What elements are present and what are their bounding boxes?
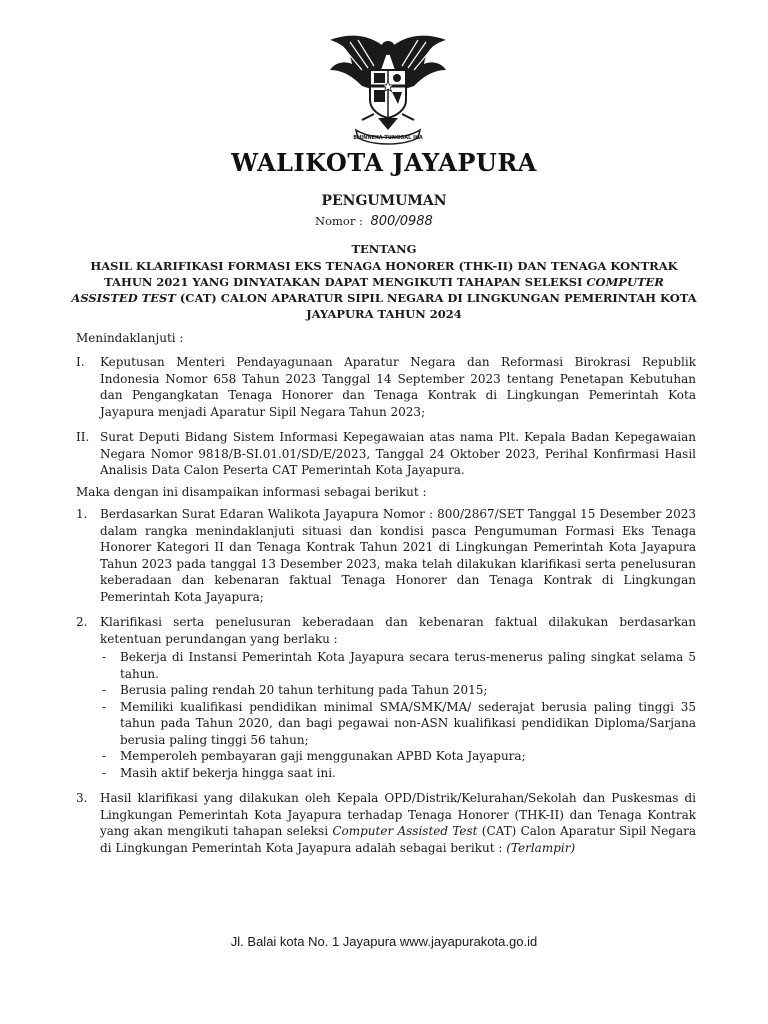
announcement-heading: PENGUMUMAN bbox=[321, 193, 447, 209]
criteria-item: - Berusia paling rendah 20 tahun terhitung pada Tahun 2015; bbox=[102, 683, 488, 697]
document-number bbox=[315, 214, 433, 229]
footer-address: Jl. Balai kota No. 1 Jayapura www.jayapurakota.go.id bbox=[230, 934, 538, 949]
page-title: WALIKOTA JAYAPURA bbox=[231, 148, 537, 177]
information-list bbox=[76, 506, 696, 865]
criteria-item: - Memiliki kualifikasi pendidikan minimal SMA/SMK/MA/ sederajat berusia paling tinggi 35 tahun pada Tahun 2020, dan bagi pegawai non-ASN kualifikasi pendidikan Diploma/Sarjana berusia paling tinggi 56 tahun; bbox=[102, 699, 696, 747]
announcement-subject: HASIL KLARIFIKASI FORMASI EKS TENAGA HONORER (THK-II) DAN TENAGA KONTRAK TAHUN 2021 YANG DINYATAKAN DAPAT MENGIKUTI TAHAPAN SELEKSI COMPUTER ASSISTED TEST (CAT) CALON APARATUR SIPIL NEGARA DI LINGKUNGAN PEMERINTAH KOTA JAYAPURA TAHUN 2024 bbox=[71, 259, 697, 321]
criteria-item: - Masih aktif bekerja hingga saat ini. bbox=[102, 765, 336, 780]
information-item-2: 2. Klarifikasi serta penelusuran keberadaan dan kebenaran faktual dilakukan berdasarkan ketentuan perundangan yang berlaku : - Bekerja di Instansi Pemerintah Kota Jayapura secara terus-menerus paling singkat selama 5 tahun. - Berusia paling rendah 20 tahun terhitung pada Tahun 2015; - Memiliki kualifikasi pendidikan minimal SMA/SMK/MA/ sederajat berusia paling tinggi 35 tahun pada Tahun 2020, dan bagi pegawai non-ASN kualifikasi pendidikan Diploma/Sarjana berusia paling tinggi 56 tahun; - Memperoleh pembayaran gaji menggunakan APBD Kota Jayapura; - Masih aktif bekerja hingga saat ini. bbox=[76, 615, 696, 780]
nomor-label: Nomor : bbox=[315, 214, 363, 228]
info-intro: Maka dengan ini disampaikan informasi sebagai berikut : bbox=[76, 485, 427, 499]
tentang-heading: TENTANG bbox=[351, 242, 417, 256]
intro-text: Menindaklanjuti : bbox=[76, 331, 184, 345]
information-item-1: 1. Berdasarkan Surat Edaran Walikota Jayapura Nomor : 800/2867/SET Tanggal 15 Desember 2023 dalam rangka menindaklanjuti situasi dan kondisi pasca Pengumuman Formasi Eks Tenaga Honorer Kategori II dan Tenaga Kontrak Tahun 2021 di Lingkungan Pemerintah Kota Jayapura Tahun 2023 pada tanggal 13 Desember 2023, maka telah dilakukan klarifikasi serta penelusuran keberadaan dan kebenaran faktual Tenaga Honorer dan Tenaga Kontrak di Lingkungan Pemerintah Kota Jayapura; bbox=[76, 507, 696, 604]
criteria-item: - Memperoleh pembayaran gaji menggunakan APBD Kota Jayapura; bbox=[102, 749, 526, 763]
criteria-list bbox=[100, 649, 696, 781]
reference-item-2: II. Surat Deputi Bidang Sistem Informasi Kepegawaian atas nama Plt. Kepala Badan Kepegawaian Negara Nomor 9818/B-SI.01.01/SD/E/2023, Tanggal 24 Oktober 2023, Perihal Konfirmasi Hasil Analisis Data Calon Peserta CAT Pemerintah Kota Jayapura. bbox=[76, 430, 696, 477]
reference-list bbox=[76, 354, 696, 488]
reference-item-1: I. Keputusan Menteri Pendayagunaan Aparatur Negara dan Reformasi Birokrasi Republik Indonesia Nomor 658 Tahun 2023 Tanggal 14 September 2023 tentang Penetapan Kebutuhan dan Pengangkatan Tenaga Honorer dan Tenaga Kontrak di Lingkungan Pemerintah Kota Jayapura menjadi Aparatur Sipil Negara Tahun 2023; bbox=[76, 355, 696, 419]
garuda-emblem-icon bbox=[322, 30, 454, 148]
criteria-item: - Bekerja di Instansi Pemerintah Kota Jayapura secara terus-menerus paling singkat selama 5 tahun. bbox=[102, 650, 696, 681]
nomor-value: 800/0988 bbox=[370, 214, 433, 229]
emblem-motto: BHINNEKA TUNGGAL IKA bbox=[353, 135, 423, 141]
information-item-3: 3. Hasil klarifikasi yang dilakukan oleh Kepala OPD/Distrik/Kelurahan/Sekolah dan Puskesmas di Lingkungan Pemerintah Kota Jayapura terhadap Tenaga Honorer (THK-II) dan Tenaga Kontrak yang akan mengikuti tahapan seleksi Computer Assisted Test (CAT) Calon Aparatur Sipil Negara di Lingkungan Pemerintah Kota Jayapura adalah sebagai berikut : (Terlampir) bbox=[76, 791, 696, 855]
